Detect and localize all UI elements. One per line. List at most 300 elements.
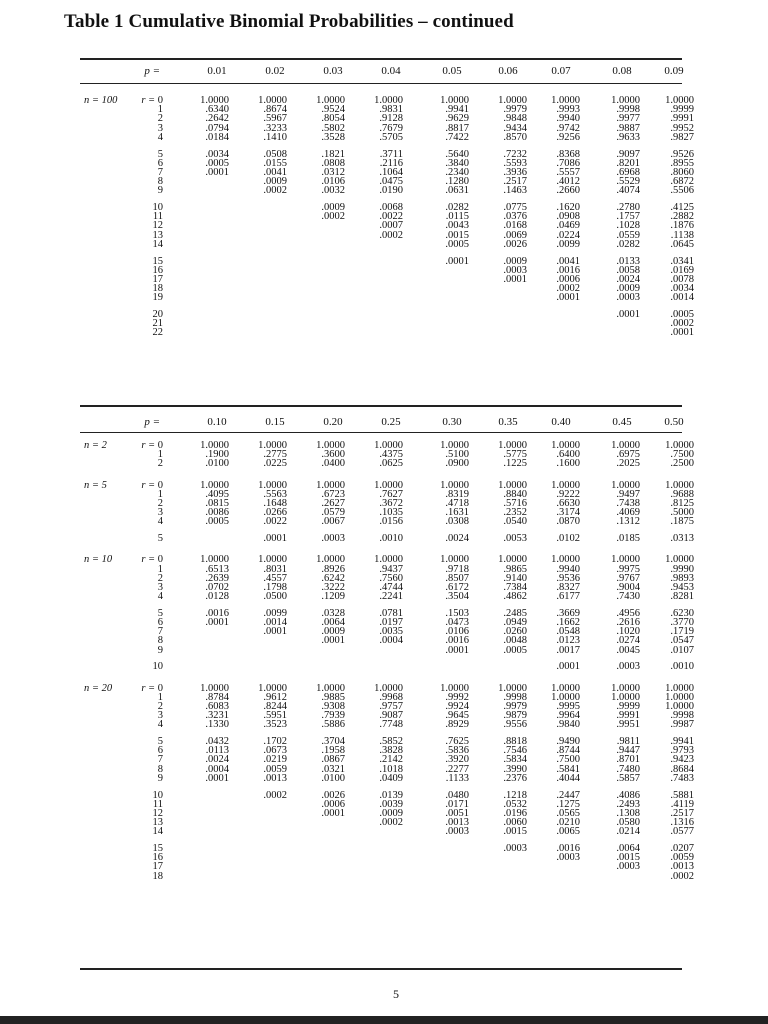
r-label [158, 592, 163, 603]
probability-cell: .2376 [503, 772, 527, 784]
probability-cell: .1798 [263, 581, 287, 593]
probability-cell: .0026 [503, 238, 527, 250]
probability-cell: .9940 [556, 563, 580, 575]
r-value: 1 [157, 488, 163, 500]
probability-cell: 1.0000 [200, 682, 229, 694]
probability-cell: .2485 [503, 607, 527, 619]
probability-cell: .9629 [445, 113, 469, 125]
probability-cell: .0169 [670, 264, 694, 276]
p-value-header: 0.03 [323, 65, 343, 77]
probability-cell: .0867 [321, 754, 345, 766]
r-value: 20 [152, 309, 163, 320]
p-value-header: 0.15 [265, 416, 285, 428]
probability-cell: 1.0000 [551, 440, 580, 451]
probability-cell: .0308 [445, 516, 469, 528]
probability-cell: .9718 [445, 563, 469, 575]
probability-cell: .9447 [616, 745, 640, 757]
probability-cell: .0171 [445, 798, 469, 810]
probability-cell: .1020 [616, 626, 640, 638]
probability-cell: .0016 [445, 635, 469, 647]
probability-cell: .0034 [670, 283, 694, 295]
probability-cell: .9968 [379, 691, 403, 703]
probability-cell: .0113 [205, 745, 229, 757]
probability-cell: .3920 [445, 754, 469, 766]
r-value: 3 [157, 710, 163, 722]
probability-cell: .0794 [205, 122, 229, 134]
n-label: n = 5 [84, 479, 107, 491]
probability-cell: .9941 [445, 104, 469, 116]
probability-cell: .0009 [263, 176, 287, 188]
probability-cell: .9633 [616, 131, 640, 143]
probability-cell: .7679 [379, 122, 403, 134]
probability-cell: 1.0000 [440, 479, 469, 491]
r-value: 2 [157, 700, 163, 712]
probability-cell: .0645 [670, 238, 694, 250]
probability-cell: .9998 [503, 691, 527, 703]
probability-cell: .0282 [616, 238, 640, 250]
probability-cell: 1.0000 [200, 479, 229, 491]
probability-cell: .5705 [379, 131, 403, 143]
probability-cell: .0155 [263, 157, 287, 169]
probability-cell: .9831 [379, 104, 403, 116]
probability-cell: .1600 [556, 458, 580, 470]
probability-cell: .4095 [205, 488, 229, 500]
probability-cell: .0015 [503, 826, 527, 838]
probability-cell: .5852 [379, 736, 403, 747]
probability-cell: .9811 [616, 736, 640, 747]
header-rule [80, 83, 682, 84]
probability-cell: 1.0000 [611, 682, 640, 694]
probability-cell: .0559 [616, 229, 640, 241]
p-value-header: 0.40 [551, 416, 571, 428]
probability-cell: .2616 [616, 617, 640, 628]
probability-cell: .0341 [670, 255, 694, 267]
r-value: 6 [157, 157, 163, 169]
r-label [158, 133, 163, 144]
probability-cell: .0014 [263, 617, 287, 628]
probability-cell: .0041 [263, 166, 287, 178]
probability-cell: .0053 [503, 533, 527, 545]
probability-cell: .0001 [616, 309, 640, 320]
probability-cell: .0009 [379, 807, 403, 819]
probability-cell: .0207 [670, 843, 694, 854]
probability-cell: .0002 [670, 870, 694, 882]
probability-cell: .0870 [556, 516, 580, 528]
probability-cell: .2882 [670, 211, 694, 223]
r-value: 21 [152, 318, 163, 330]
probability-cell: .0106 [321, 176, 345, 188]
p-value-header: 0.30 [442, 416, 462, 428]
r-value: 7 [157, 626, 163, 638]
probability-cell: .0266 [263, 507, 287, 519]
section-top-rule [80, 58, 682, 60]
probability-cell: .1218 [503, 789, 527, 801]
probability-cell: .0099 [556, 238, 580, 250]
probability-cell: .0219 [263, 754, 287, 766]
probability-cell: .0508 [263, 148, 287, 160]
probability-cell: .1410 [263, 131, 287, 143]
probability-cell: .0002 [379, 229, 403, 241]
probability-cell: .9004 [616, 581, 640, 593]
section-end-rule [80, 405, 682, 407]
r-value: 10 [152, 661, 163, 673]
n-label: n = 20 [84, 682, 113, 694]
r-label [158, 774, 163, 785]
probability-cell: .9893 [670, 572, 694, 584]
probability-cell: .0002 [379, 817, 403, 829]
probability-cell: .8507 [445, 572, 469, 584]
probability-cell: .0001 [205, 617, 229, 628]
section-end-rule [80, 968, 682, 970]
probability-cell: .1275 [556, 798, 580, 810]
r-value: 0 [157, 682, 163, 694]
r-value: 5 [157, 533, 163, 545]
probability-cell: .0532 [503, 798, 527, 810]
probability-cell: .0001 [205, 166, 229, 178]
probability-cell: .0808 [321, 157, 345, 169]
probability-cell: .5506 [670, 185, 694, 197]
probability-cell: .1308 [616, 807, 640, 819]
probability-cell: .0775 [503, 202, 527, 213]
probability-cell: 1.0000 [665, 479, 694, 491]
probability-cell: 1.0000 [316, 479, 345, 491]
probability-cell: .0059 [670, 852, 694, 864]
probability-cell: .8060 [670, 166, 694, 178]
probability-cell: .0065 [556, 826, 580, 838]
probability-cell: .1821 [321, 148, 345, 160]
probability-cell: .1330 [205, 719, 229, 731]
probability-cell: .0007 [379, 220, 403, 232]
probability-cell: .7748 [379, 719, 403, 731]
r-value: 18 [152, 870, 163, 882]
r-value: 2 [157, 458, 163, 470]
probability-cell: .1225 [503, 458, 527, 470]
probability-cell: .0016 [556, 264, 580, 276]
probability-cell: .0048 [503, 635, 527, 647]
probability-cell: .3174 [556, 507, 580, 519]
probability-cell: .6230 [670, 607, 694, 619]
probability-cell: .3523 [263, 719, 287, 731]
probability-cell: .0010 [670, 661, 694, 673]
probability-cell: .8054 [321, 113, 345, 125]
probability-cell: 1.0000 [374, 440, 403, 451]
probability-cell: .0024 [616, 273, 640, 285]
page-title: Table 1 Cumulative Binomial Probabilities – continued [64, 11, 514, 32]
probability-cell: 1.0000 [498, 479, 527, 491]
p-value-header: 0.20 [323, 416, 343, 428]
probability-cell: .0115 [445, 211, 469, 223]
r-value: 15 [152, 255, 163, 267]
probability-cell: .4375 [379, 449, 403, 461]
probability-cell: .0580 [616, 817, 640, 829]
probability-cell: .0003 [616, 661, 640, 673]
probability-cell: .0016 [205, 607, 229, 619]
probability-cell: .7500 [556, 754, 580, 766]
probability-cell: .0003 [503, 264, 527, 276]
probability-cell: .0003 [445, 826, 469, 838]
probability-cell: .7384 [503, 581, 527, 593]
probability-cell: .4074 [616, 185, 640, 197]
probability-cell: .0409 [379, 772, 403, 784]
probability-cell: 1.0000 [551, 479, 580, 491]
n-label: n = 10 [84, 554, 113, 566]
probability-cell: .8744 [556, 745, 580, 757]
probability-cell: .1138 [670, 229, 694, 241]
probability-cell: 1.0000 [551, 682, 580, 694]
probability-cell: .0001 [321, 635, 345, 647]
probability-cell: .9128 [379, 113, 403, 125]
probability-cell: .0003 [503, 843, 527, 854]
probability-cell: .1719 [670, 626, 694, 638]
r-value: 10 [152, 202, 163, 213]
probability-cell: .0133 [616, 255, 640, 267]
probability-cell: .2025 [616, 458, 640, 470]
probability-cell: .5557 [556, 166, 580, 178]
probability-cell: .0001 [205, 772, 229, 784]
probability-cell: .2642 [205, 113, 229, 125]
probability-cell: .4086 [616, 789, 640, 801]
probability-cell: .0013 [670, 861, 694, 873]
probability-cell: 1.0000 [498, 95, 527, 106]
probability-cell: .0013 [445, 817, 469, 829]
probability-cell: .0197 [379, 617, 403, 628]
probability-cell: .2277 [445, 763, 469, 775]
p-value-header: 0.07 [551, 65, 571, 77]
probability-cell: .9556 [503, 719, 527, 731]
probability-cell: .9434 [503, 122, 527, 134]
r-value: 2 [157, 113, 163, 125]
probability-cell: .7627 [379, 488, 403, 500]
probability-cell: .9995 [556, 700, 580, 712]
probability-cell: .3504 [445, 591, 469, 603]
probability-cell: .7232 [503, 148, 527, 160]
probability-cell: .9497 [616, 488, 640, 500]
probability-cell: .8817 [445, 122, 469, 134]
probability-cell: .0214 [616, 826, 640, 838]
probability-cell: .0328 [321, 607, 345, 619]
probability-cell: .0168 [503, 220, 527, 232]
probability-cell: .6172 [445, 581, 469, 593]
probability-cell: .5529 [616, 176, 640, 188]
r-value: 1 [157, 449, 163, 461]
probability-cell: .4119 [670, 798, 694, 810]
probability-cell: .0003 [321, 533, 345, 545]
probability-cell: .5841 [556, 763, 580, 775]
probability-cell: .3704 [321, 736, 345, 747]
probability-cell: .0123 [556, 635, 580, 647]
probability-cell: .0005 [205, 516, 229, 528]
probability-cell: .9887 [616, 122, 640, 134]
probability-cell: .9990 [670, 563, 694, 575]
probability-cell: 1.0000 [200, 95, 229, 106]
probability-cell: 1.0000 [316, 95, 345, 106]
probability-cell: .0673 [263, 745, 287, 757]
r-value: 0 [157, 440, 163, 451]
probability-cell: .0004 [379, 635, 403, 647]
probability-cell: .0026 [321, 789, 345, 801]
probability-cell: .2775 [263, 449, 287, 461]
probability-cell: .7560 [379, 572, 403, 584]
p-value-header: 0.45 [612, 416, 632, 428]
probability-cell: .0274 [616, 635, 640, 647]
probability-cell: .0059 [263, 763, 287, 775]
probability-cell: .9999 [616, 700, 640, 712]
probability-cell: .0014 [670, 292, 694, 304]
r-value: 5 [157, 607, 163, 619]
probability-cell: .1876 [670, 220, 694, 232]
probability-cell: .0128 [205, 591, 229, 603]
probability-cell: .8125 [670, 498, 694, 509]
r-value: 1 [157, 104, 163, 116]
probability-cell: 1.0000 [611, 554, 640, 566]
probability-cell: 1.0000 [611, 479, 640, 491]
probability-cell: .9975 [616, 563, 640, 575]
r-label [158, 186, 163, 197]
r-value: 2 [157, 498, 163, 509]
probability-cell: .6513 [205, 563, 229, 575]
probability-cell: .0099 [263, 607, 287, 619]
probability-cell: .5563 [263, 488, 287, 500]
probability-cell: .9536 [556, 572, 580, 584]
probability-cell: .8031 [263, 563, 287, 575]
probability-cell: .0100 [321, 772, 345, 784]
probability-cell: .9524 [321, 104, 345, 116]
probability-cell: .0139 [379, 789, 403, 801]
probability-cell: .8570 [503, 131, 527, 143]
probability-cell: .0041 [556, 255, 580, 267]
probability-cell: .0060 [503, 817, 527, 829]
probability-cell: .0009 [321, 626, 345, 638]
probability-cell: .1133 [445, 772, 469, 784]
probability-cell: .0625 [379, 458, 403, 470]
probability-cell: .0210 [556, 817, 580, 829]
probability-cell: .8784 [205, 691, 229, 703]
p-value-header: 0.02 [265, 65, 285, 77]
probability-cell: .0002 [263, 789, 287, 801]
probability-cell: .9767 [616, 572, 640, 584]
probability-cell: .7546 [503, 745, 527, 757]
probability-cell: .5716 [503, 498, 527, 509]
probability-cell: .9848 [503, 113, 527, 125]
probability-cell: .7480 [616, 763, 640, 775]
probability-cell: .2780 [616, 202, 640, 213]
probability-cell: .1662 [556, 617, 580, 628]
r-label [158, 534, 163, 545]
probability-cell: .3990 [503, 763, 527, 775]
probability-cell: .9087 [379, 710, 403, 722]
probability-cell: .8281 [670, 591, 694, 603]
probability-cell: .6630 [556, 498, 580, 509]
r-value: 9 [157, 772, 163, 784]
probability-cell: .2517 [670, 807, 694, 819]
probability-cell: .9991 [670, 113, 694, 125]
r-value: 11 [152, 211, 163, 223]
r-label [158, 517, 163, 528]
probability-cell: .6968 [616, 166, 640, 178]
probability-cell: .3672 [379, 498, 403, 509]
probability-cell: 1.0000 [551, 554, 580, 566]
probability-cell: .0100 [205, 458, 229, 470]
probability-cell: .9140 [503, 572, 527, 584]
r-value: 17 [152, 273, 163, 285]
probability-cell: .0024 [205, 754, 229, 766]
probability-cell: .2116 [379, 157, 403, 169]
r-value: 15 [152, 843, 163, 854]
probability-cell: .0015 [616, 852, 640, 864]
probability-cell: .6400 [556, 449, 580, 461]
probability-cell: 1.0000 [258, 95, 287, 106]
r-value: 6 [157, 617, 163, 628]
probability-cell: .9979 [503, 700, 527, 712]
probability-cell: .0577 [670, 826, 694, 838]
probability-cell: .0579 [321, 507, 345, 519]
probability-cell: .9437 [379, 563, 403, 575]
probability-cell: .0702 [205, 581, 229, 593]
probability-cell: .8319 [445, 488, 469, 500]
r-value: 12 [152, 220, 163, 232]
probability-cell: .0067 [321, 516, 345, 528]
probability-cell: .3669 [556, 607, 580, 619]
probability-cell: .9879 [503, 710, 527, 722]
probability-cell: .0005 [503, 644, 527, 656]
probability-cell: .4956 [616, 607, 640, 619]
probability-cell: .9793 [670, 745, 694, 757]
probability-cell: .3840 [445, 157, 469, 169]
probability-cell: .9885 [321, 691, 345, 703]
probability-cell: .8926 [321, 563, 345, 575]
probability-cell: .6872 [670, 176, 694, 188]
probability-cell: .0001 [445, 644, 469, 656]
probability-cell: .1958 [321, 745, 345, 757]
probability-cell: .1620 [556, 202, 580, 213]
r-prefix: r = [141, 682, 158, 694]
probability-cell: .7625 [445, 736, 469, 747]
r-value: 13 [152, 817, 163, 829]
probability-cell: .9941 [670, 736, 694, 747]
probability-cell: .1035 [379, 507, 403, 519]
n-label: n = 100 [84, 95, 118, 106]
probability-cell: .1702 [263, 736, 287, 747]
r-value: 10 [152, 789, 163, 801]
r-label [153, 662, 164, 673]
probability-cell: 1.0000 [498, 440, 527, 451]
p-value-header: 0.04 [381, 65, 401, 77]
probability-cell: .0400 [321, 458, 345, 470]
probability-cell: .0005 [445, 238, 469, 250]
probability-cell: .8818 [503, 736, 527, 747]
probability-cell: .0548 [556, 626, 580, 638]
probability-cell: .6723 [321, 488, 345, 500]
r-label [153, 872, 164, 883]
probability-cell: .9490 [556, 736, 580, 747]
probability-cell: .0005 [670, 309, 694, 320]
probability-cell: .9453 [670, 581, 694, 593]
r-value: 14 [152, 238, 163, 250]
probability-cell: .9977 [616, 113, 640, 125]
p-value-header: 0.25 [381, 416, 401, 428]
probability-cell: .0500 [263, 591, 287, 603]
probability-cell: 1.0000 [611, 95, 640, 106]
probability-cell: 1.0000 [440, 554, 469, 566]
probability-cell: .0432 [205, 736, 229, 747]
r-label [153, 293, 164, 304]
probability-cell: 1.0000 [200, 554, 229, 566]
probability-cell: .7086 [556, 157, 580, 169]
page-number: 5 [393, 987, 399, 1001]
probability-cell: .8201 [616, 157, 640, 169]
probability-cell: .0001 [556, 661, 580, 673]
probability-cell: 1.0000 [316, 682, 345, 694]
